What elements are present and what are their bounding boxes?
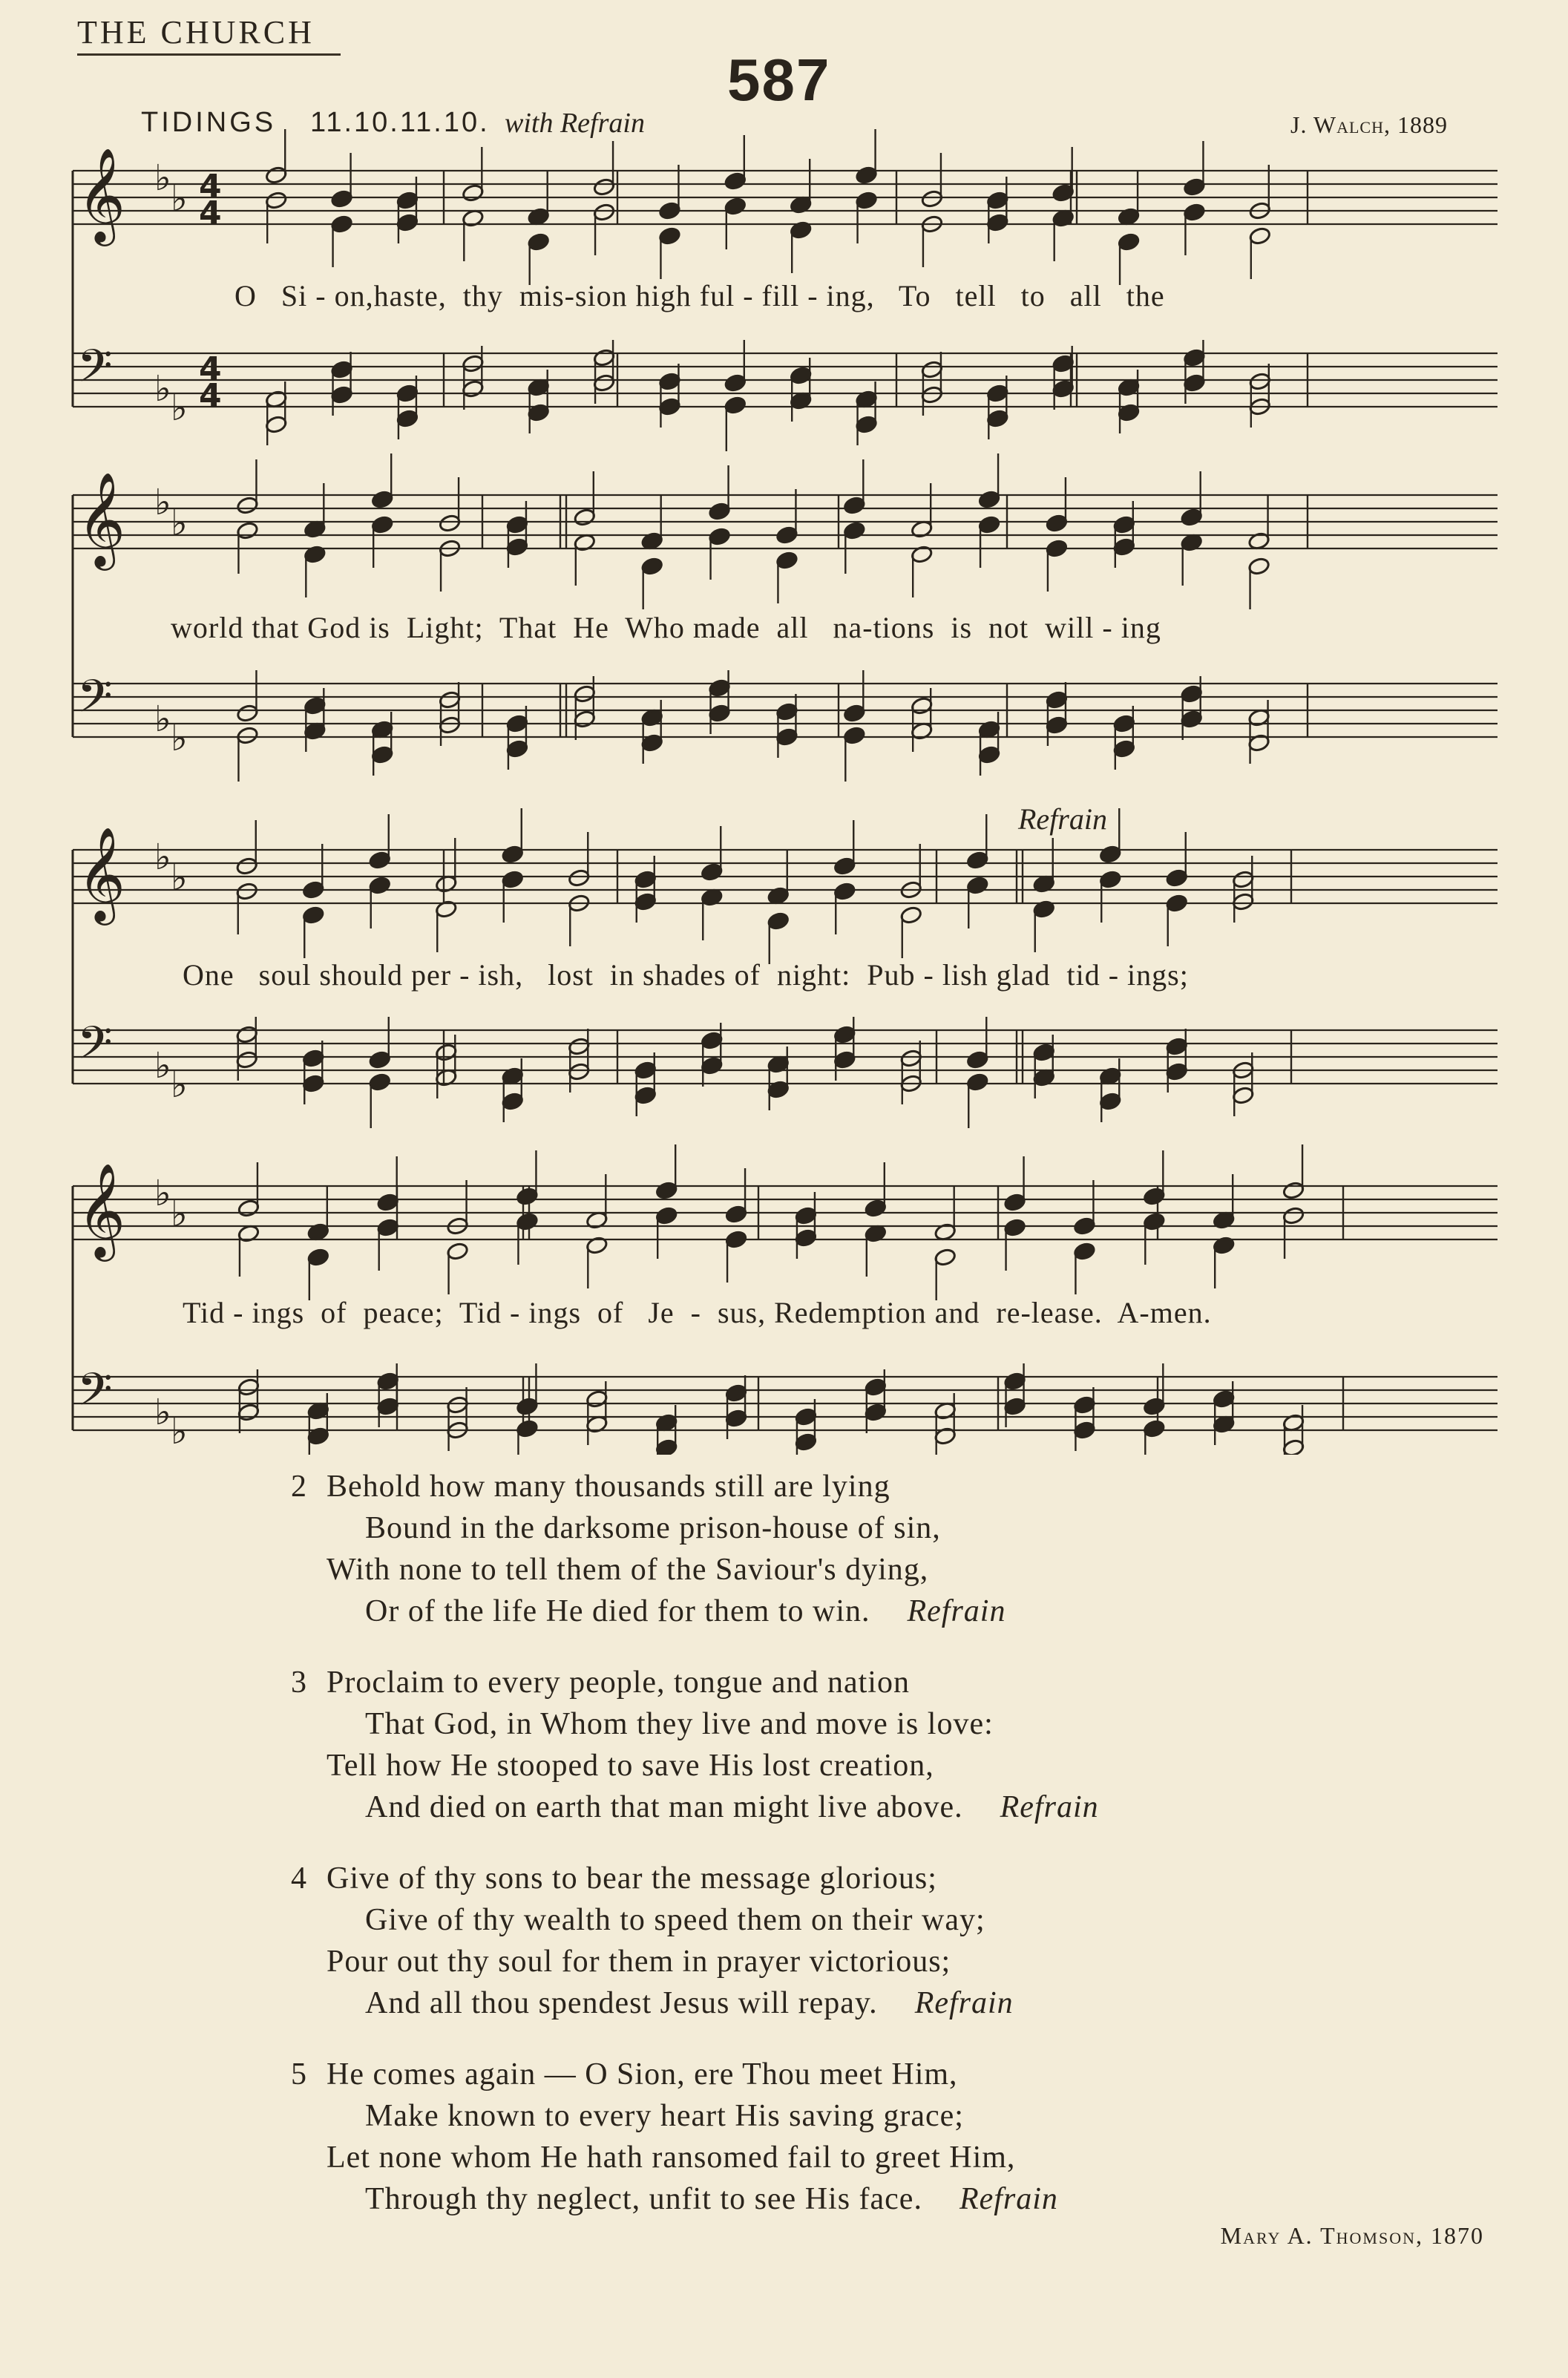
- note-head: [921, 360, 944, 379]
- note-head: [1232, 870, 1255, 889]
- note-head: [516, 1419, 539, 1438]
- note-head: [986, 409, 1009, 428]
- note-head: [568, 868, 591, 888]
- note-head: [795, 1432, 818, 1452]
- note-head: [775, 702, 798, 721]
- note-head: [462, 354, 485, 373]
- note-head: [795, 1206, 818, 1225]
- verse-2: [291, 1466, 1514, 1632]
- note-head: [1046, 715, 1069, 735]
- note-head: [701, 862, 724, 882]
- note-head: [307, 1248, 330, 1267]
- verse-line: And all thou spendest Jesus will repay.: [365, 1986, 878, 2020]
- flat-icon: ♭: [154, 698, 171, 740]
- note-head: [655, 1181, 678, 1200]
- note-head: [446, 1242, 469, 1261]
- tune-name: TIDINGS: [141, 107, 277, 138]
- note-head: [396, 213, 419, 232]
- lyrics-system-3: One soul should per - ish, lost in shades of night: Pub - lish glad tid - ings;: [183, 958, 1189, 992]
- note-head: [899, 1049, 922, 1068]
- verse-line: Make known to every heart His saving grace;: [365, 2099, 964, 2133]
- note-head: [506, 537, 529, 557]
- note-head: [911, 696, 934, 715]
- bass-clef-icon: 𝄢: [77, 1363, 113, 1427]
- flat-icon: ♭: [154, 368, 171, 410]
- note-head: [634, 1086, 657, 1105]
- note-head: [235, 1025, 258, 1044]
- note-head: [368, 876, 391, 895]
- note-head: [1247, 557, 1270, 576]
- verse-number: 5: [291, 2057, 307, 2092]
- note-head: [724, 396, 747, 415]
- note-head: [1113, 714, 1136, 733]
- note-head: [978, 490, 1001, 509]
- note-head: [1003, 1397, 1026, 1416]
- time-signature-numerator: 4: [199, 168, 222, 206]
- note-head: [855, 191, 878, 210]
- note-head: [376, 1193, 399, 1212]
- verse-line: Let none whom He hath ransomed fail to greet Him,: [327, 2140, 1016, 2175]
- note-head: [304, 696, 327, 715]
- flat-icon: ♭: [154, 836, 171, 878]
- verse-line: Give of thy wealth to speed them on their way;: [365, 1903, 985, 1937]
- note-head: [439, 690, 462, 710]
- note-head: [462, 183, 485, 203]
- note-head: [368, 1072, 391, 1092]
- note-head: [634, 870, 657, 889]
- note-head: [265, 415, 288, 434]
- note-head: [843, 704, 866, 723]
- note-head: [396, 409, 419, 428]
- flat-icon: ♭: [154, 157, 171, 199]
- note-head: [708, 704, 731, 723]
- verse-line: Or of the life He died for them to win.: [365, 1594, 870, 1628]
- note-head: [855, 166, 878, 185]
- note-head: [1165, 1037, 1188, 1056]
- note-head: [330, 385, 353, 404]
- refrain-label: Refrain: [1018, 802, 1107, 836]
- note-head: [302, 1049, 325, 1068]
- note-head: [701, 1031, 724, 1050]
- verse-line: Pour out thy soul for them in prayer victorious;: [327, 1945, 951, 1979]
- note-head: [237, 1378, 260, 1397]
- note-head: [658, 372, 681, 391]
- flat-icon: ♭: [171, 857, 188, 899]
- note-head: [640, 557, 663, 576]
- note-head: [235, 1050, 258, 1070]
- note-head: [302, 880, 325, 900]
- note-head: [368, 851, 391, 870]
- lyrics-system-4: Tid - ings of peace; Tid - ings of Je - sus, Redemption and re-lease. A-men.: [183, 1296, 1212, 1329]
- note-head: [593, 348, 616, 367]
- note-head: [658, 226, 681, 246]
- note-head: [1143, 1187, 1166, 1206]
- flat-icon: ♭: [171, 178, 188, 220]
- verse-line: With none to tell them of the Saviour's dying,: [327, 1553, 929, 1587]
- note-head: [396, 384, 419, 403]
- note-head: [833, 856, 856, 876]
- note-head: [978, 515, 1001, 534]
- note-head: [236, 704, 259, 723]
- treble-clef-icon: 𝄞: [77, 1162, 126, 1257]
- bass-clef-icon: 𝄢: [77, 1017, 113, 1081]
- note-head: [1282, 1206, 1305, 1225]
- note-head: [658, 397, 681, 416]
- note-head: [1282, 1438, 1305, 1455]
- note-head: [724, 373, 747, 393]
- note-head: [1232, 1086, 1255, 1105]
- note-head: [1099, 845, 1122, 864]
- note-head: [1046, 539, 1069, 558]
- note-head: [235, 856, 258, 876]
- note-head: [1183, 203, 1206, 222]
- lyrics-system-2: world that God is Light; That He Who made all na-tions is not will - ing: [171, 611, 1161, 644]
- note-head: [775, 727, 798, 747]
- note-head: [1113, 515, 1136, 534]
- note-head: [593, 177, 616, 197]
- note-head: [237, 1199, 260, 1218]
- note-head: [1099, 1092, 1122, 1111]
- verse-line: Through thy neglect, unfit to see His face.: [365, 2182, 922, 2216]
- note-head: [1046, 514, 1069, 533]
- tune-meter: 11.10.11.10.: [310, 107, 490, 138]
- note-head: [921, 189, 944, 209]
- note-head: [899, 905, 922, 925]
- note-head: [516, 1187, 539, 1206]
- note-head: [921, 385, 944, 404]
- note-head: [371, 490, 394, 509]
- note-head: [1099, 870, 1122, 889]
- note-head: [396, 191, 419, 210]
- note-head: [843, 726, 866, 745]
- note-head: [501, 870, 524, 889]
- treble-clef-icon: 𝄞: [77, 471, 126, 566]
- note-head: [634, 1061, 657, 1080]
- note-head: [236, 521, 259, 540]
- note-head: [593, 203, 616, 222]
- verses: [291, 1466, 1514, 2250]
- verse-line: And died on earth that man might live above.: [365, 1790, 963, 1824]
- note-head: [1180, 710, 1203, 729]
- flat-icon: ♭: [171, 1411, 188, 1452]
- verse-line: Proclaim to every people, tongue and nation: [327, 1665, 910, 1700]
- bass-clef-icon: 𝄢: [77, 340, 113, 404]
- note-head: [1165, 868, 1188, 888]
- note-head: [843, 521, 866, 540]
- note-head: [236, 496, 259, 515]
- verse-refrain: Refrain: [914, 1986, 1014, 2020]
- note-head: [966, 851, 989, 870]
- verse-refrain: Refrain: [1000, 1790, 1099, 1824]
- note-head: [966, 1050, 989, 1070]
- verse-refrain: Refrain: [907, 1594, 1006, 1628]
- note-head: [1046, 690, 1069, 710]
- verse-line: He comes again — O Sion, ere Thou meet Him,: [327, 2057, 958, 2092]
- note-head: [371, 515, 394, 534]
- flat-icon: ♭: [154, 1045, 171, 1087]
- flat-icon: ♭: [154, 482, 171, 523]
- note-head: [1032, 1043, 1055, 1062]
- note-head: [574, 508, 597, 527]
- note-head: [1073, 1216, 1096, 1236]
- note-head: [1073, 1395, 1096, 1415]
- note-head: [1282, 1181, 1305, 1200]
- note-head: [1003, 1372, 1026, 1391]
- note-head: [446, 1395, 469, 1415]
- flat-icon: ♭: [154, 1392, 171, 1433]
- note-head: [506, 739, 529, 759]
- note-head: [1073, 1242, 1096, 1261]
- time-signature-denominator: 4: [199, 194, 222, 232]
- note-head: [516, 1397, 539, 1416]
- note-head: [235, 882, 258, 901]
- note-head: [1249, 372, 1272, 391]
- note-head: [439, 514, 462, 533]
- author-credit: Mary A. Thomson, 1870: [1220, 2222, 1484, 2249]
- note-head: [330, 189, 353, 209]
- note-head: [966, 876, 989, 895]
- verse-line: Give of thy sons to bear the message glorious;: [327, 1861, 937, 1896]
- verse-line: That God, in Whom they live and move is love:: [365, 1707, 994, 1741]
- time-signature-numerator: 4: [199, 350, 222, 388]
- note-head: [708, 527, 731, 546]
- note-head: [767, 911, 790, 931]
- note-head: [574, 710, 597, 729]
- note-head: [986, 384, 1009, 403]
- note-head: [1165, 1062, 1188, 1081]
- note-head: [236, 726, 259, 745]
- note-head: [585, 1389, 608, 1409]
- note-head: [1113, 537, 1136, 557]
- verse-number: 3: [291, 1665, 307, 1700]
- verse-number: 2: [291, 1470, 307, 1504]
- note-head: [1183, 177, 1206, 197]
- verse-line: Bound in the darksome prison-house of sin,: [365, 1511, 941, 1545]
- hymn-number: 587: [727, 47, 831, 113]
- note-head: [795, 1407, 818, 1427]
- note-head: [855, 415, 878, 434]
- flat-icon: ♭: [171, 387, 188, 429]
- verse-refrain: Refrain: [959, 2182, 1058, 2216]
- note-head: [655, 1438, 678, 1455]
- verse-line: Tell how He stooped to save His lost creation,: [327, 1749, 934, 1783]
- note-head: [376, 1397, 399, 1416]
- note-head: [790, 366, 813, 385]
- note-head: [1180, 508, 1203, 527]
- note-head: [725, 1205, 748, 1224]
- note-head: [1180, 684, 1203, 704]
- time-signature-denominator: 4: [199, 377, 222, 415]
- note-head: [501, 845, 524, 864]
- flat-icon: ♭: [171, 502, 188, 544]
- note-head: [527, 232, 550, 252]
- note-head: [439, 715, 462, 735]
- flat-icon: ♭: [171, 1193, 188, 1235]
- note-head: [775, 525, 798, 545]
- bass-clef-icon: 𝄢: [77, 670, 113, 734]
- note-head: [865, 1199, 888, 1218]
- note-head: [725, 1383, 748, 1403]
- note-head: [237, 1403, 260, 1422]
- note-head: [506, 515, 529, 534]
- verse-4: [291, 1858, 1514, 2024]
- note-head: [516, 1212, 539, 1231]
- note-head: [302, 905, 325, 925]
- note-head: [833, 1025, 856, 1044]
- note-head: [1213, 1389, 1236, 1409]
- tune-meter-note: with Refrain: [505, 108, 645, 139]
- verse-line: Behold how many thousands still are lying: [327, 1470, 890, 1504]
- verse-5: [291, 2054, 1514, 2220]
- note-head: [1073, 1421, 1096, 1440]
- note-head: [986, 213, 1009, 232]
- note-head: [934, 1248, 957, 1267]
- note-head: [708, 678, 731, 698]
- note-head: [708, 502, 731, 521]
- note-head: [795, 1228, 818, 1248]
- note-head: [1232, 892, 1255, 911]
- flat-icon: ♭: [171, 718, 188, 759]
- note-head: [725, 1409, 748, 1428]
- note-head: [265, 191, 288, 210]
- note-head: [330, 360, 353, 379]
- note-head: [1249, 226, 1272, 246]
- note-head: [330, 214, 353, 234]
- note-head: [966, 1072, 989, 1092]
- note-head: [978, 745, 1001, 764]
- treble-clef-icon: 𝄞: [77, 147, 126, 242]
- note-head: [658, 201, 681, 220]
- flat-icon: ♭: [171, 1064, 188, 1106]
- note-head: [371, 745, 394, 764]
- note-head: [775, 551, 798, 570]
- note-head: [302, 1074, 325, 1093]
- note-head: [865, 1378, 888, 1397]
- note-head: [368, 1050, 391, 1070]
- note-head: [833, 1050, 856, 1070]
- note-head: [1003, 1218, 1026, 1237]
- note-head: [435, 1043, 458, 1062]
- note-head: [506, 714, 529, 733]
- note-head: [376, 1372, 399, 1391]
- note-head: [724, 171, 747, 191]
- note-head: [1113, 739, 1136, 759]
- note-head: [1118, 232, 1141, 252]
- note-head: [574, 684, 597, 704]
- note-head: [833, 882, 856, 901]
- note-head: [1143, 1212, 1166, 1231]
- note-head: [725, 1230, 748, 1249]
- note-head: [724, 197, 747, 216]
- note-head: [1183, 373, 1206, 393]
- note-head: [843, 496, 866, 515]
- note-head: [701, 1056, 724, 1075]
- treble-clef-icon: 𝄞: [77, 826, 126, 921]
- note-head: [1143, 1397, 1166, 1416]
- flat-icon: ♭: [154, 1173, 171, 1214]
- note-head: [1143, 1419, 1166, 1438]
- note-head: [655, 1206, 678, 1225]
- note-head: [376, 1218, 399, 1237]
- composer-credit: J. Walch, 1889: [1290, 111, 1448, 138]
- note-head: [462, 379, 485, 399]
- note-head: [568, 1037, 591, 1056]
- note-head: [593, 373, 616, 393]
- note-head: [1165, 894, 1188, 913]
- note-head: [568, 1062, 591, 1081]
- lyrics-system-1: O Si - on,haste, thy mis-sion high ful - fill - ing, To tell to all the: [234, 279, 1165, 312]
- note-head: [634, 892, 657, 911]
- verse-number: 4: [291, 1861, 307, 1896]
- verse-3: [291, 1662, 1514, 1828]
- note-head: [1183, 348, 1206, 367]
- note-head: [265, 166, 288, 185]
- note-head: [865, 1403, 888, 1422]
- section-title: THE CHURCH: [77, 14, 315, 50]
- note-head: [986, 191, 1009, 210]
- note-head: [501, 1092, 524, 1111]
- note-head: [1003, 1193, 1026, 1212]
